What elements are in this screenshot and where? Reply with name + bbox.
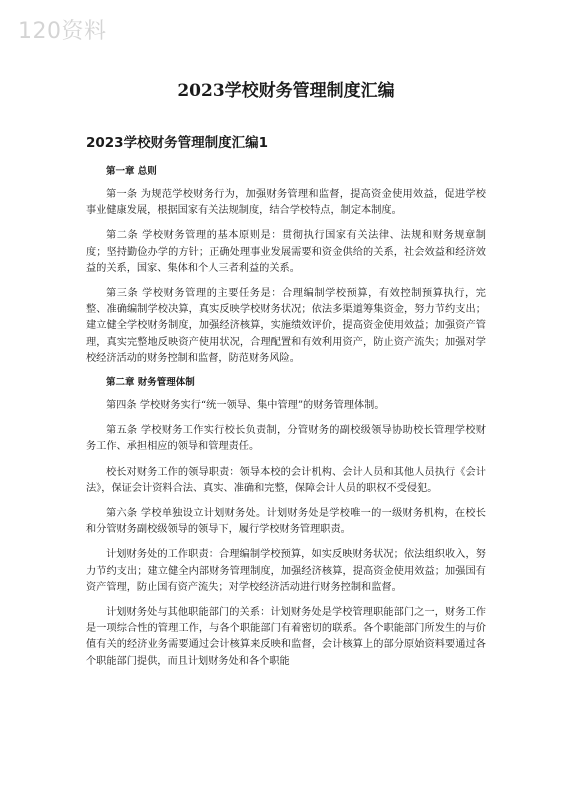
article-paragraph: 第四条 学校财务实行“统一领导、集中管理”的财务管理体制。	[106, 400, 385, 412]
chapter-heading: 第一章 总则	[106, 166, 157, 177]
chapter-heading: 第二章 财务管理体制	[106, 377, 195, 389]
document-body	[86, 80, 486, 679]
article-paragraph: 校长对财务工作的领导职责：领导本校的会计机构、会计人员和其他人员执行《会计法》，保证会计资料合法、真实、准确和完整，保障会计人员的职权不受侵犯。	[86, 466, 486, 494]
document-title: 2023学校财务管理制度汇编	[177, 81, 395, 101]
watermark: 120资料	[18, 19, 107, 44]
article-paragraph: 第三条 学校财务管理的主要任务是：合理编制学校预算，有效控制预算执行，完整、准确编制学校决算，真实反映学校财务状况；依法多渠道筹集资金，努力节约支出；建立健全学校财务制度，加强经济核算，实施绩效评价，提高资金使用效益；加强资产管理，真实完整地反映资产使用状况，合理配置和有效利用资产，防止资产流失；加强对学校经济活动的财务控制和监督，防范财务风险。	[86, 288, 486, 364]
section-title: 2023学校财务管理制度汇编1	[86, 135, 268, 151]
article-paragraph: 计划财务处与其他职能部门的关系：计划财务处是学校管理职能部门之一，财务工作是一项综合性的管理工作，与各个职能部门有着密切的联系。各个职能部门所发生的与价值有关的经济业务需要通过会计核算来反映和监督，会计核算上的部分原始资料要通过各个职能部门提供，而且计划财务处和各个职能	[86, 607, 486, 667]
article-paragraph: 第二条 学校财务管理的基本原则是：贯彻执行国家有关法律、法规和财务规章制度；坚持勤俭办学的方针；正确处理事业发展需要和资金供给的关系，社会效益和经济效益的关系，国家、集体和个人三者利益的关系。	[86, 230, 486, 274]
article-paragraph: 第五条 学校财务工作实行校长负责制，分管财务的副校级领导协助校长管理学校财务工作、承担相应的领导和管理责任。	[86, 425, 486, 453]
article-paragraph: 计划财务处的工作职责：合理编制学校预算，如实反映财务状况；依法组织收入，努力节约支出；建立健全内部财务管理制度，加强经济核算，提高资金使用效益；加强国有资产管理，防止国有资产流失；对学校经济活动进行财务控制和监督。	[86, 549, 486, 593]
article-paragraph: 第一条 为规范学校财务行为，加强财务管理和监督，提高资金使用效益，促进学校事业健康发展，根据国家有关法规制度，结合学校特点，制定本制度。	[86, 189, 486, 217]
article-paragraph: 第六条 学校单独设立计划财务处。计划财务处是学校唯一的一级财务机构，在校长和分管财务副校级领导的领导下，履行学校财务管理职责。	[86, 508, 486, 536]
